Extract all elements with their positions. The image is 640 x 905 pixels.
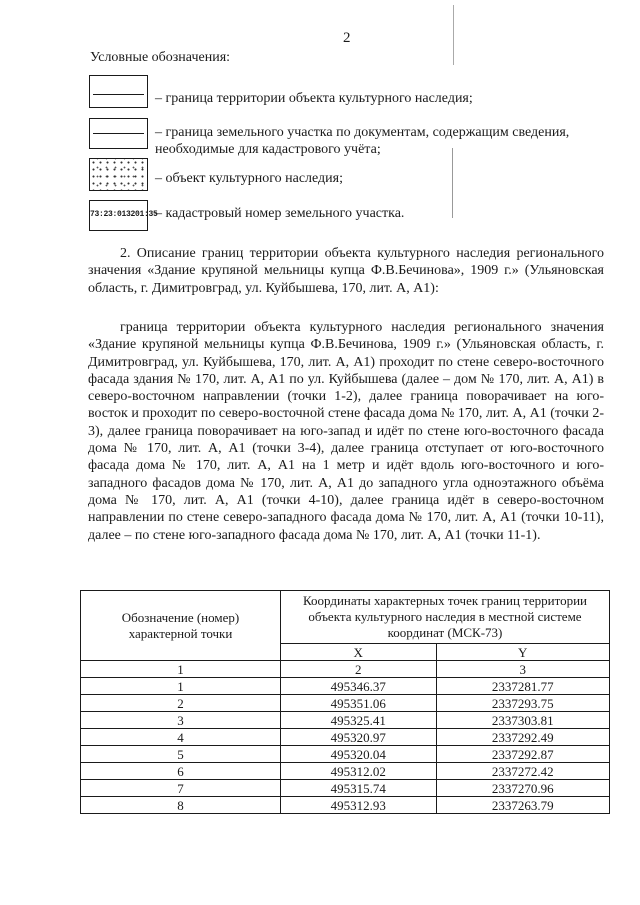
x-coordinate-cell: 495312.93 <box>281 797 437 814</box>
table-row <box>81 678 610 695</box>
cadastral-sample: 73:23:013201:35 <box>90 210 158 219</box>
legend-item-heritage-object: – объект культурного наследия; <box>155 171 343 186</box>
legend-title: Условные обозначения: <box>90 50 231 65</box>
point-number-cell: 3 <box>81 712 281 729</box>
point-number-cell: 6 <box>81 763 281 780</box>
section-heading-paragraph: 2. Описание границ территории объекта культурного наследия регионального значения «Здание крупяной мельницы купца Ф.В.Бечинова», 1909 г.» (Ульяновская область, г. Димитровград, ул. Куйбышева, 170, лит. А, А1): <box>88 246 604 296</box>
table-row <box>81 746 610 763</box>
legend-item-heritage-boundary: – граница территории объекта культурного наследия; <box>155 91 473 106</box>
x-coordinate-cell: 495320.04 <box>281 746 437 763</box>
table-row <box>81 780 610 797</box>
x-coordinate-cell: 495312.02 <box>281 763 437 780</box>
x-coordinate-cell: 495346.37 <box>281 678 437 695</box>
table-row <box>81 763 610 780</box>
y-coordinate-cell: 2337303.81 <box>436 712 610 729</box>
header-y: Y <box>436 644 610 661</box>
x-coordinate-cell: 495320.97 <box>281 729 437 746</box>
header-x: X <box>281 644 437 661</box>
y-coordinate-cell: 2337292.87 <box>436 746 610 763</box>
legend-heritage-object-swatch <box>89 158 148 191</box>
point-number-cell: 5 <box>81 746 281 763</box>
legend-item-land-plot-text: – граница земельного участка по документам, содержащим сведения, необходимые для кадастрового учёта; <box>155 125 570 157</box>
header-point-designation: Обозначение (номер) характерной точки <box>81 591 281 661</box>
y-coordinate-cell: 2337270.96 <box>436 780 610 797</box>
legend-heritage-boundary-swatch <box>89 75 148 108</box>
legend-item-land-plot-boundary <box>155 124 610 158</box>
col-number-2: 2 <box>281 661 437 678</box>
x-coordinate-cell: 495325.41 <box>281 712 437 729</box>
table-row <box>81 712 610 729</box>
header-coordinates: Координаты характерных точек границ территории объекта культурного наследия в местной системе координат (МСК-73) <box>281 591 610 644</box>
legend-land-plot-boundary-swatch <box>89 118 148 149</box>
x-coordinate-cell: 495315.74 <box>281 780 437 797</box>
y-coordinate-cell: 2337292.49 <box>436 729 610 746</box>
scan-artifact-line <box>453 5 454 65</box>
scan-artifact-line <box>452 148 453 218</box>
point-number-cell: 8 <box>81 797 281 814</box>
coordinates-table <box>80 590 610 814</box>
table-row <box>81 797 610 814</box>
point-number-cell: 1 <box>81 678 281 695</box>
col-number-1: 1 <box>81 661 281 678</box>
legend-cadastral-swatch <box>89 200 158 231</box>
y-coordinate-cell: 2337293.75 <box>436 695 610 712</box>
legend-item-cadastral-number: – кадастровый номер земельного участка. <box>155 206 405 221</box>
boundary-description-paragraph: граница территории объекта культурного наследия регионального значения «Здание крупяной мельницы купца Ф.В.Бечинова, 1909 г.» (Ульяновская область, г. Димитровград, ул. Куйбышева, 170, лит. А, А1) проходит по стене северо-восточного фасада здания № 170, лит. А, А1 по ул. Куйбышева (далее – дом № 170, лит. А, А1) в северо-восточном направлении (точки 1-2), далее граница поворачивает на юго-восток и проходит по северо-восточной стене фасада дома № 170, лит. А, А1 (точки 2-3), далее граница поворачивает на юго-запад и идёт по стене юго-восточного фасада дома № 170, лит. А, А1 (точки 3-4), далее граница отступает от юго-восточного фасада дома № 170, лит. А, А1 на 1 метр и идёт вдоль юго-восточного и юго-западного фасадов дома № 170, лит. А, А1 до западного угла одноэтажного объёма дома № 170, лит. А, А1 (точки 4-10), далее граница идёт в северо-восточном направлении по стене северо-западного фасада дома № 170, лит. А, А1 (точки 10-11), далее – по стене юго-западного фасада дома № 170, лит. А, А1 (точки 11-1). <box>88 320 604 543</box>
table-row <box>81 729 610 746</box>
y-coordinate-cell: 2337263.79 <box>436 797 610 814</box>
col-number-3: 3 <box>436 661 610 678</box>
table-row <box>81 695 610 712</box>
y-coordinate-cell: 2337281.77 <box>436 678 610 695</box>
point-number-cell: 4 <box>81 729 281 746</box>
page-number: 2 <box>343 30 351 46</box>
point-number-cell: 7 <box>81 780 281 797</box>
point-number-cell: 2 <box>81 695 281 712</box>
x-coordinate-cell: 495351.06 <box>281 695 437 712</box>
y-coordinate-cell: 2337272.42 <box>436 763 610 780</box>
